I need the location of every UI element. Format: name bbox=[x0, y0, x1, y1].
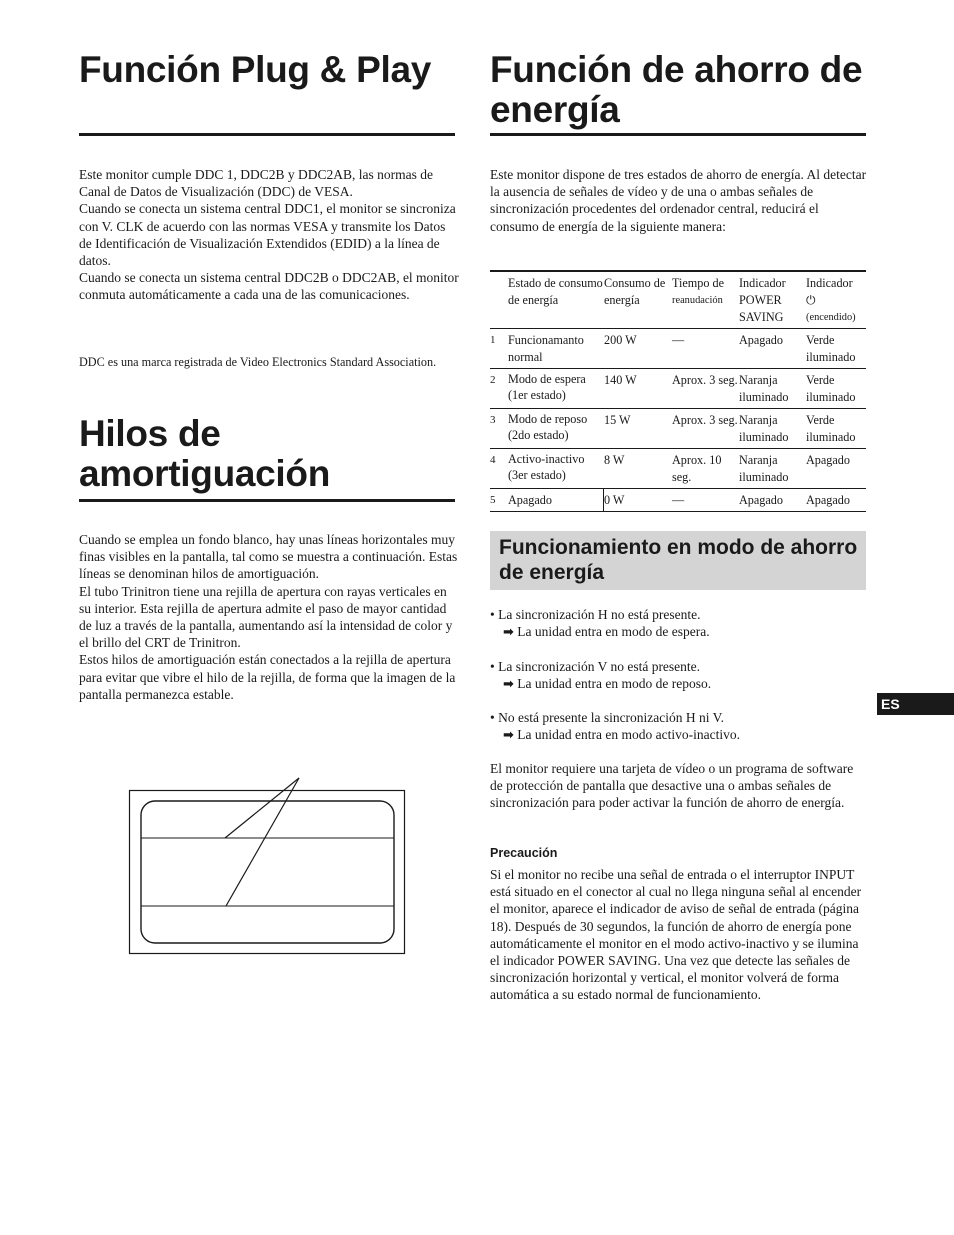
row-saving-indicator: Naranja iluminado bbox=[739, 453, 789, 484]
row-number: 2 bbox=[490, 374, 496, 386]
row-saving-indicator: Apagado bbox=[739, 493, 783, 507]
bullet-result bbox=[490, 726, 868, 744]
list-item bbox=[490, 606, 868, 658]
row-state: Activo-inactivo (3er estado) bbox=[508, 452, 585, 482]
table-row bbox=[490, 408, 866, 448]
row-saving-indicator: Apagado bbox=[739, 333, 783, 347]
requirement-text: El monitor requiere una tarjeta de vídeo o un programa de software de protección de pantalla que desactive una o ambas señales de sincronización para poder activar la función de ahorro de energía. bbox=[490, 761, 854, 811]
pointer-line-upper bbox=[225, 778, 299, 838]
row-consumption: 200 W bbox=[604, 333, 637, 347]
energy-title-rule bbox=[490, 133, 866, 136]
damper-body bbox=[79, 531, 459, 703]
language-tab-label: ES bbox=[881, 696, 900, 712]
pnp-paragraph-2: Cuando se conecta un sistema central DDC1, el monitor se sincroniza con V. CLK de acuerdo con las normas VESA y transmite los Datos de Identificación de Visualización Extendidos (EDID) a la línea de datos. bbox=[79, 201, 456, 269]
bullet-condition: • La sincronización H no está presente. bbox=[490, 607, 701, 622]
language-tab bbox=[877, 693, 954, 715]
row-state: Modo de reposo (2do estado) bbox=[508, 412, 588, 442]
damper-paragraph-1: Cuando se emplea un fondo blanco, hay unas líneas horizontales muy finas visibles en la pantalla, tal como se muestra a continuación. Estas líneas se denominan hilos de amortiguación. bbox=[79, 532, 458, 582]
result-text: La unidad entra en modo de espera. bbox=[517, 624, 710, 640]
arrow-right-icon: ➡ bbox=[503, 728, 514, 744]
table-row bbox=[490, 328, 866, 368]
bullet-list bbox=[490, 606, 868, 761]
header-power-indicator-top: Indicador bbox=[806, 276, 853, 290]
power-states-table bbox=[490, 270, 866, 512]
row-power-indicator: Verde iluminado bbox=[806, 333, 856, 364]
row-number: 5 bbox=[490, 494, 496, 506]
pnp-paragraph-1: Este monitor cumple DDC 1, DDC2B y DDC2AB, las normas de Canal de Datos de Visualización (DDC) de VESA. bbox=[79, 167, 433, 200]
pnp-footnote: DDC es una marca registrada de Video Electronics Standard Association. bbox=[79, 355, 437, 369]
row-resume-time: — bbox=[672, 333, 685, 347]
row-number: 4 bbox=[490, 454, 496, 466]
bullet-result bbox=[490, 623, 868, 641]
subsection-header bbox=[490, 531, 866, 590]
result-text: La unidad entra en modo activo-inactivo. bbox=[517, 727, 740, 743]
table-row bbox=[490, 448, 866, 488]
header-consumption: Consumo de energía bbox=[604, 276, 666, 307]
row-saving-indicator: Naranja iluminado bbox=[739, 373, 789, 404]
pnp-paragraph-3: Cuando se conecta un sistema central DDC2B o DDC2AB, el monitor conmuta automáticamente a cada una de las comunicaciones. bbox=[79, 270, 459, 303]
bullet-result bbox=[490, 675, 868, 693]
row-resume-time: Aprox. 3 seg. bbox=[672, 413, 738, 427]
power-icon: ⏻ bbox=[806, 293, 816, 307]
row-power-indicator: Apagado bbox=[806, 453, 850, 467]
header-power-indicator bbox=[806, 275, 868, 326]
damper-paragraph-2: El tubo Trinitron tiene una rejilla de apertura con rayas verticales en su interior. Esta rejilla de apertura admite el paso de mayor cantidad de luz a través de la pantalla, aumentando así la intensidad de color y el brillo del CRT de Trinitron. bbox=[79, 583, 453, 651]
header-resume-time-bottom: reanudación bbox=[672, 295, 723, 306]
pnp-title-rule bbox=[79, 133, 455, 136]
screen-outline bbox=[141, 801, 394, 943]
monitor-frame bbox=[130, 791, 405, 954]
result-text: La unidad entra en modo de reposo. bbox=[517, 676, 712, 692]
row-consumption: 15 W bbox=[604, 413, 631, 427]
row-number: 3 bbox=[490, 414, 496, 426]
arrow-right-icon: ➡ bbox=[503, 625, 514, 641]
bullet-condition: • La sincronización V no está presente. bbox=[490, 659, 701, 674]
table-row bbox=[490, 488, 866, 511]
damper-paragraph-3: Estos hilos de amortiguación están conectados a la rejilla de apertura para evitar que vibre el hilo de la rejilla, de forma que la imagen de la pantalla permanezca estable. bbox=[79, 652, 456, 702]
condition-text: La sincronización H no está presente. bbox=[498, 607, 701, 622]
row-power-indicator: Verde iluminado bbox=[806, 413, 856, 444]
arrow-right-icon: ➡ bbox=[503, 677, 514, 693]
row-resume-time: Aprox. 10 seg. bbox=[672, 453, 722, 484]
header-power-indicator-bottom: (encendido) bbox=[806, 312, 856, 323]
row-consumption: 140 W bbox=[604, 373, 637, 387]
table-row bbox=[490, 368, 866, 408]
condition-text: La sincronización V no está presente. bbox=[498, 659, 701, 674]
row-number: 1 bbox=[490, 334, 496, 346]
header-state: Estado de consumo de energía bbox=[508, 276, 603, 307]
header-resume-time bbox=[672, 275, 738, 309]
list-item bbox=[490, 709, 868, 761]
row-state: Funcionamanto normal bbox=[508, 333, 584, 364]
list-item bbox=[490, 658, 868, 709]
bullet-condition: • No está presente la sincronización H ni V. bbox=[490, 710, 725, 725]
row-resume-time: Aprox. 3 seg. bbox=[672, 373, 738, 387]
row-saving-indicator: Naranja iluminado bbox=[739, 413, 789, 444]
energy-intro: Este monitor dispone de tres estados de ahorro de energía. Al detectar la ausencia de señales de vídeo y de una o ambas señales de sincronización procedentes del ordenador central, reducirá el consumo de energía de la siguiente manera: bbox=[490, 167, 867, 234]
header-saving-indicator: Indicador POWER SAVING bbox=[739, 276, 786, 324]
row-consumption: 0 W bbox=[604, 493, 625, 507]
damper-title: Hilos de amortiguación bbox=[79, 413, 331, 494]
damper-wire-diagram bbox=[128, 775, 408, 957]
precaution-heading: Precaución bbox=[490, 846, 558, 860]
damper-title-rule bbox=[79, 499, 455, 502]
row-state: Modo de espera (1er estado) bbox=[508, 372, 586, 402]
energy-title: Función de ahorro de energía bbox=[490, 49, 863, 130]
subsection-title: Funcionamiento en modo de ahorro de energía bbox=[499, 536, 858, 584]
row-resume-time: — bbox=[672, 493, 685, 507]
header-resume-time-top: Tiempo de bbox=[672, 276, 725, 290]
pnp-title: Función Plug & Play bbox=[79, 49, 431, 90]
precaution-text: Si el monitor no recibe una señal de entrada o el interruptor INPUT está situado en el conector al cual no llega ninguna señal al encender el monitor, aparece el indicador de aviso de señal de entrada (página 18). Después de 30 segundos, la función de ahorro de energía pone automáticamente el monitor en el modo activo-inactivo y se ilumina el indicador POWER SAVING. Una vez que detecte las señales de sincronización horizontal y vertical, el monitor volverá de forma automática a su estado normal de funcionamiento. bbox=[490, 867, 862, 1003]
condition-text: No está presente la sincronización H ni V. bbox=[498, 710, 725, 725]
table-header-row bbox=[490, 272, 866, 328]
row-consumption: 8 W bbox=[604, 453, 625, 467]
row-state: Apagado bbox=[508, 493, 552, 507]
row-power-indicator: Verde iluminado bbox=[806, 373, 856, 404]
row-power-indicator: Apagado bbox=[806, 493, 850, 507]
pnp-body bbox=[79, 166, 459, 304]
pointer-line-lower bbox=[226, 778, 299, 906]
